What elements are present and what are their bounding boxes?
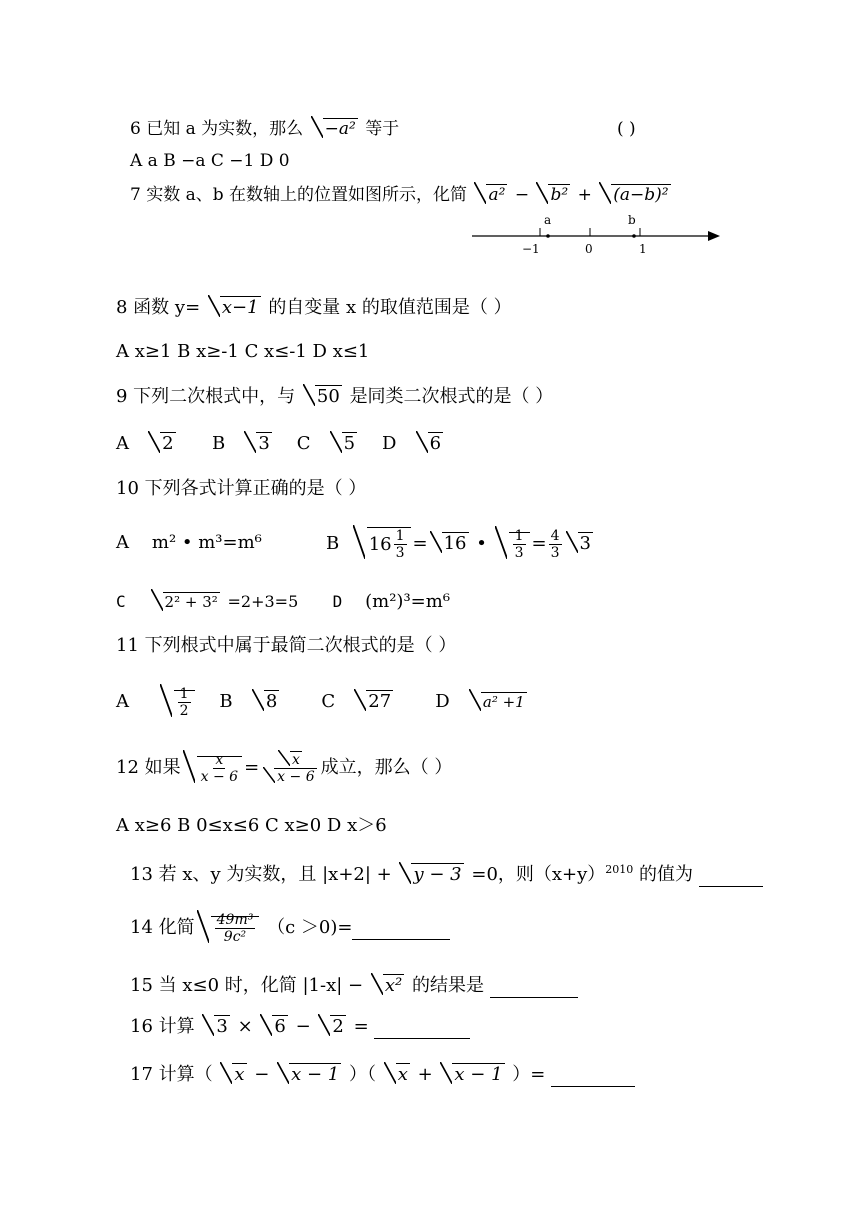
fraction-denominator: 3 [395, 545, 405, 561]
label-b: b [628, 213, 636, 227]
question-7-stem [130, 184, 673, 206]
sqrt-symbol [536, 184, 570, 206]
sqrt-symbol [220, 1064, 246, 1086]
q9-text-post: 是同类二次根式的是（ ） [349, 386, 554, 407]
axis-arrow [708, 231, 720, 241]
sqrt-symbol [416, 433, 443, 455]
sqrt-symbol [495, 528, 530, 561]
q17-text-post: ）= [512, 1064, 546, 1085]
radicand: a² +1 [482, 693, 525, 711]
question-9-stem [116, 386, 553, 408]
sqrt-symbol [399, 864, 463, 886]
question-16-stem [130, 1016, 470, 1039]
plus-sign: + [577, 185, 592, 205]
tick-label-0: 0 [585, 242, 593, 256]
radicand: x [397, 1064, 408, 1085]
radicand: −a² [324, 119, 356, 139]
fraction-denominator: 3 [550, 544, 560, 561]
q6-tail: 等于 [365, 119, 400, 139]
sqrt-symbol [371, 975, 404, 997]
sqrt-symbol [384, 1064, 410, 1086]
radicand: 5 [343, 433, 356, 454]
question-14-stem [130, 904, 450, 952]
question-8-stem [116, 297, 512, 319]
radicand: x [234, 1064, 245, 1085]
sqrt-symbol [303, 386, 342, 408]
radicand: a² [488, 185, 506, 205]
question-13-stem [130, 859, 763, 887]
q7-text: 7 实数 a、b 在数轴上的位置如图所示，化简 [130, 185, 468, 205]
equals-sign: = [244, 757, 260, 778]
sqrt-symbol [183, 752, 242, 785]
radicand: 6 [274, 1016, 286, 1037]
exponent: 2010 [605, 863, 634, 876]
option-a-label: A [116, 691, 129, 712]
q13-text-pre: 13 若 x、y 为实数，且 |x+2| + [130, 864, 392, 885]
sqrt-symbol [263, 769, 316, 785]
radicand: y − 3 [413, 864, 462, 885]
q10-options-cd [116, 591, 450, 613]
option-d-label: D [435, 691, 450, 712]
radicand: 2 [332, 1016, 344, 1037]
fraction-numerator: 1 [395, 528, 405, 544]
q12-text-pre: 12 如果 [116, 757, 181, 778]
radicand: 16 [443, 533, 467, 554]
q17-text-pre: 17 计算（ [130, 1064, 213, 1085]
q9-text-pre: 9 下列二次根式中，与 [116, 386, 296, 407]
q17-text-mid: ）（ [348, 1064, 376, 1085]
radicand: x − 6 [277, 768, 315, 785]
equals-sign: = [412, 533, 428, 554]
radicand: b² [550, 185, 569, 205]
option-a-label: A [116, 433, 129, 454]
q16-text-pre: 16 计算 [130, 1016, 195, 1037]
sqrt-symbol [160, 686, 195, 719]
question-11-stem: 11 下列根式中属于最简二次根式的是（ ） [116, 635, 457, 656]
sqrt-symbol [208, 297, 261, 319]
q11-options [116, 680, 529, 724]
option-d-label: D [332, 592, 343, 611]
integer-part: 16 [368, 533, 392, 555]
sqrt-symbol [244, 433, 271, 455]
minus-sign: − [295, 1016, 311, 1037]
radicand: 50 [316, 386, 340, 407]
label-a: a [544, 213, 552, 227]
q12-options: A x≥6 B 0≤x≤6 C x≥0 D x＞6 [116, 815, 387, 836]
radicand: 6 [429, 433, 442, 454]
radicand: x − 1 [454, 1064, 503, 1085]
sqrt-symbol [148, 433, 175, 455]
question-6-stem [130, 118, 399, 140]
option-c-label: C [116, 592, 126, 611]
answer-blank[interactable] [490, 975, 578, 998]
fraction-numerator: 49m³ [216, 911, 254, 928]
option-b-label: B [326, 533, 340, 554]
sqrt-symbol [318, 1016, 345, 1038]
fraction-denominator: 9c² [223, 928, 247, 945]
option-c-label: C [321, 691, 336, 712]
q13-text-mid: =0，则（x+y） [471, 864, 606, 885]
radicand: x [291, 751, 300, 768]
sqrt-symbol [311, 118, 358, 140]
radicand: 27 [368, 691, 392, 712]
option-c-tail: =2+3=5 [227, 592, 299, 611]
radicand: 3 [258, 433, 270, 454]
answer-blank[interactable] [374, 1016, 470, 1039]
sqrt-symbol [252, 691, 279, 713]
q8-text-post: 的自变量 x 的取值范围是（ ） [268, 297, 512, 318]
question-17-stem [130, 1064, 635, 1087]
sqrt-symbol [151, 591, 220, 613]
point-b [632, 234, 636, 238]
radicand: 8 [265, 691, 278, 712]
q8-text-pre: 8 函数 y= [116, 297, 201, 318]
answer-blank[interactable] [352, 917, 450, 940]
fraction-denominator: x − 6 [200, 768, 239, 785]
point-a [546, 234, 550, 238]
plus-sign: + [417, 1064, 433, 1085]
multiply-dot: • [476, 533, 487, 554]
question-10-stem: 10 下列各式计算正确的是（ ） [116, 478, 367, 499]
q14-text-post: （c ＞0)= [267, 917, 353, 938]
option-a-expr: m² • m³=m⁶ [151, 532, 262, 553]
option-b-label: B [211, 433, 226, 454]
answer-blank[interactable] [699, 864, 763, 887]
equals-sign: = [353, 1016, 369, 1037]
option-d-label: D [382, 433, 397, 454]
q15-text-post: 的结果是 [411, 975, 484, 996]
radicand: (a−b)² [613, 185, 669, 205]
radicand: 2² + 3² [164, 593, 218, 611]
sqrt-symbol [440, 1064, 504, 1086]
sqrt-symbol [260, 1016, 287, 1038]
radicand: x² [384, 975, 403, 996]
radicand: 3 [579, 533, 591, 554]
radicand: 2 [162, 433, 174, 454]
question-12-stem [116, 744, 452, 792]
q6-text: 6 已知 a 为实数，那么 [130, 119, 304, 139]
sqrt-symbol [354, 691, 393, 713]
radicand: x−1 [221, 297, 259, 318]
q10-option-b [326, 522, 595, 566]
sqrt-symbol [202, 1016, 229, 1038]
times-sign: × [237, 1016, 253, 1037]
q12-text-post: 成立，那么（ ） [320, 757, 453, 778]
q14-text-pre: 14 化简 [130, 917, 195, 938]
equals-sign: = [531, 533, 547, 554]
fraction-denominator: 2 [179, 702, 189, 719]
minus-sign: − [254, 1064, 270, 1085]
fraction-numerator: 1 [179, 685, 189, 702]
q10-option-a [116, 532, 262, 554]
sqrt-symbol [277, 1064, 341, 1086]
fraction-numerator: 4 [550, 527, 560, 544]
sqrt-symbol [469, 691, 527, 713]
sqrt-symbol [278, 752, 302, 768]
sqrt-symbol [353, 527, 411, 561]
sqrt-symbol [566, 533, 593, 555]
option-a-label: A [116, 532, 129, 553]
tick-label-1: 1 [639, 242, 647, 256]
fraction-numerator: x [215, 751, 224, 768]
answer-blank[interactable] [551, 1064, 635, 1087]
sqrt-symbol [197, 912, 260, 945]
sqrt-symbol [430, 533, 469, 555]
question-15-stem [130, 975, 578, 998]
minus-sign: − [514, 185, 530, 205]
q6-options: A a B −a C −1 D 0 [130, 151, 290, 171]
q13-text-post: 的值为 [639, 864, 694, 885]
radicand: 3 [216, 1016, 228, 1037]
option-d-expr: (m²)³=m⁶ [365, 591, 451, 612]
q9-options [116, 433, 445, 455]
option-b-label: B [219, 691, 233, 712]
number-line [468, 208, 728, 260]
sqrt-symbol [330, 433, 357, 455]
tick-label-neg1: −1 [522, 242, 540, 256]
option-c-label: C [296, 433, 311, 454]
q6-answer-paren: ( ) [617, 119, 636, 139]
q15-text-pre: 15 当 x≤0 时，化简 |1-x| − [130, 975, 364, 996]
fraction-numerator: 1 [514, 527, 524, 544]
q8-options: A x≥1 B x≥-1 C x≤-1 D x≤1 [116, 341, 370, 362]
sqrt-symbol [599, 184, 670, 206]
radicand: x − 1 [291, 1064, 340, 1085]
fraction-denominator: 3 [514, 544, 524, 561]
sqrt-symbol [474, 184, 507, 206]
